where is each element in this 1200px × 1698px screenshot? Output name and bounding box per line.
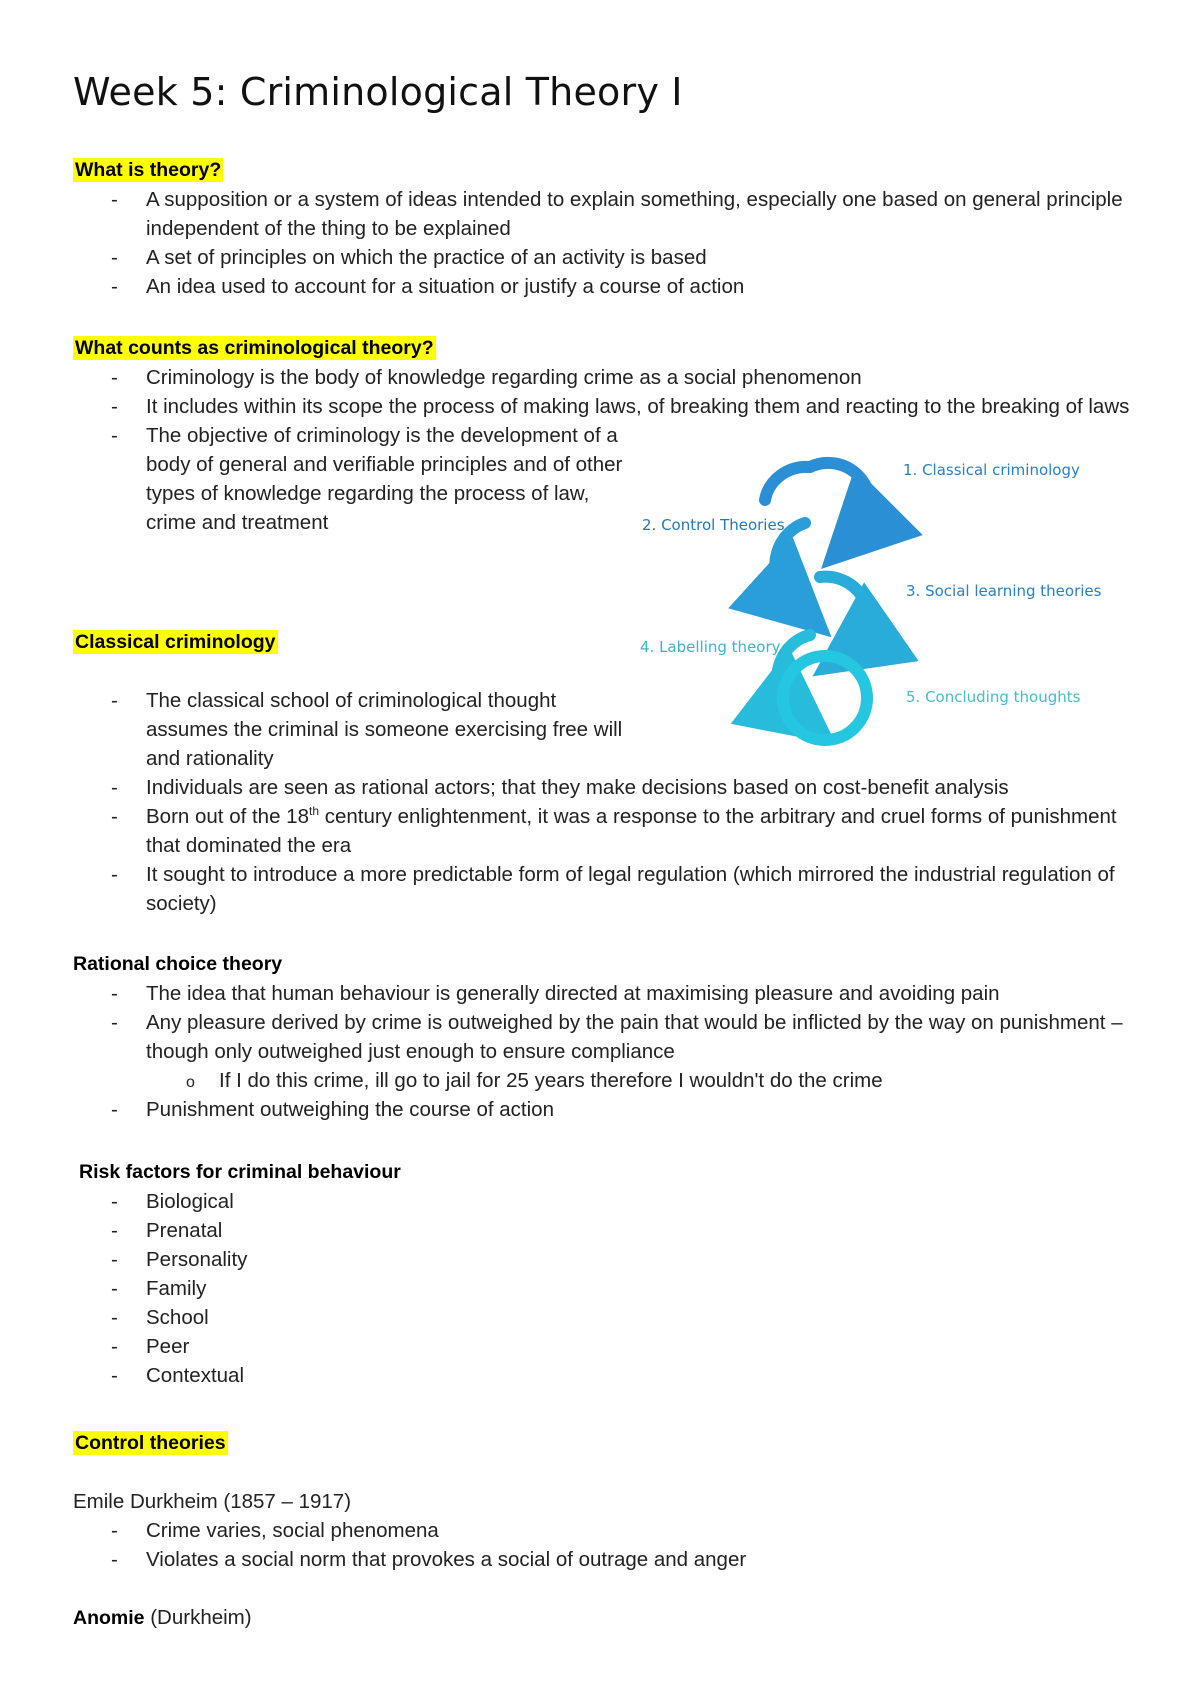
heading-classical: Classical criminology bbox=[75, 631, 276, 653]
section-what-is-theory bbox=[73, 155, 1133, 301]
diagram-label-2: 2. Control Theories bbox=[642, 516, 785, 534]
list-item: - An idea used to account for a situation or justify a course of action bbox=[73, 272, 1133, 301]
list-item: - Biological bbox=[73, 1187, 1133, 1216]
diagram-label-4: 4. Labelling theory bbox=[640, 638, 781, 656]
diagram-label-3: 3. Social learning theories bbox=[906, 582, 1102, 600]
loop-arrow-1-tail bbox=[765, 467, 810, 500]
list-item: - Violates a social norm that provokes a social of outrage and anger bbox=[73, 1545, 1133, 1574]
list-item: - Contextual bbox=[73, 1361, 1133, 1390]
list-item: - Born out of the 18th century enlightenment, it was a response to the arbitrary and cruel forms of punishment that dominated the era bbox=[73, 802, 1133, 860]
anomie-line: Anomie (Durkheim) bbox=[73, 1606, 252, 1629]
list-item: - A supposition or a system of ideas intended to explain something, especially one based on general principle independent of the thing to be explained bbox=[73, 185, 1133, 243]
heading-risk-factors: Risk factors for criminal behaviour bbox=[79, 1161, 401, 1183]
list-control bbox=[73, 1516, 1133, 1574]
section-rational-choice bbox=[73, 950, 1133, 1124]
list-item: - Criminology is the body of knowledge regarding crime as a social phenomenon bbox=[73, 363, 1133, 392]
heading-control-theories: Control theories bbox=[75, 1432, 226, 1454]
list-item: - A set of principles on which the practice of an activity is based bbox=[73, 243, 1133, 272]
diagram-label-1: 1. Classical criminology bbox=[903, 461, 1080, 479]
diagram-label-5: 5. Concluding thoughts bbox=[906, 688, 1081, 706]
list-item: - Individuals are seen as rational actors; that they make decisions based on cost-benefit analysis bbox=[73, 773, 1133, 802]
list-item: - It includes within its scope the process of making laws, of breaking them and reacting to the breaking of laws bbox=[73, 392, 1133, 421]
loop-arrow-1 bbox=[810, 463, 870, 535]
heading-what-is-theory: What is theory? bbox=[75, 159, 222, 181]
list-item: - Family bbox=[73, 1274, 1133, 1303]
list-rational-choice bbox=[73, 979, 1133, 1124]
heading-rational-choice: Rational choice theory bbox=[73, 953, 283, 975]
list-item: - School bbox=[73, 1303, 1133, 1332]
list-what-is-theory bbox=[73, 185, 1133, 301]
list-item: - It sought to introduce a more predictable form of legal regulation (which mirrored the industrial regulation of society) bbox=[73, 860, 1133, 918]
durkheim-line: Emile Durkheim (1857 – 1917) bbox=[73, 1490, 352, 1513]
list-sub-item: o If I do this crime, ill go to jail for 25 years therefore I wouldn't do the crime bbox=[73, 1066, 1133, 1095]
list-item: - The objective of criminology is the development of a body of general and verifiable principles and of other types of knowledge regarding the process of law, crime and treatment bbox=[73, 421, 626, 537]
list-item: - The idea that human behaviour is generally directed at maximising pleasure and avoiding pain bbox=[73, 979, 1133, 1008]
section-risk-factors bbox=[73, 1158, 1133, 1390]
section-classical bbox=[73, 627, 1133, 918]
section-control-theories bbox=[73, 1428, 1133, 1633]
list-item: - Prenatal bbox=[73, 1216, 1133, 1245]
list-item: - Personality bbox=[73, 1245, 1133, 1274]
list-risk-factors bbox=[73, 1187, 1133, 1390]
list-item: - Any pleasure derived by crime is outweighed by the pain that would be inflicted by the way on punishment – though only outweighed just enough to ensure compliance bbox=[73, 1008, 1133, 1066]
list-item: - Peer bbox=[73, 1332, 1133, 1361]
loop-arrow-2 bbox=[775, 523, 805, 605]
list-item: - Punishment outweighing the course of action bbox=[73, 1095, 1133, 1124]
list-item: - The classical school of criminological thought assumes the criminal is someone exercising free will and rationality bbox=[73, 686, 626, 773]
list-classical bbox=[73, 686, 1133, 918]
heading-what-counts: What counts as criminological theory? bbox=[75, 337, 434, 359]
anomie-term: Anomie bbox=[73, 1607, 145, 1629]
list-item: - Crime varies, social phenomena bbox=[73, 1516, 1133, 1545]
page-title: Week 5: Criminological Theory I bbox=[73, 70, 683, 114]
